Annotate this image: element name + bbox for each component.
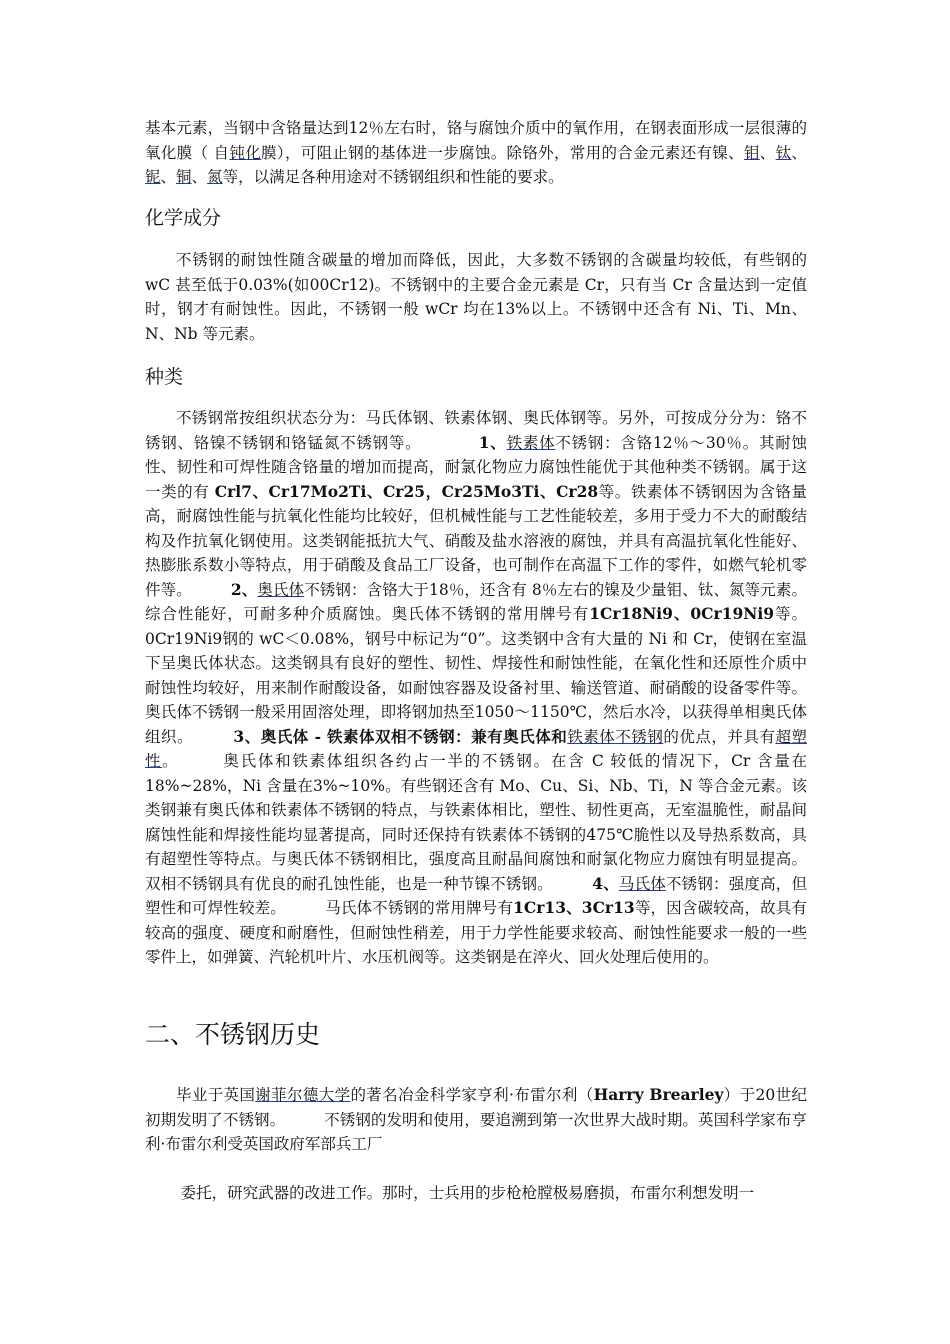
link-nitrogen[interactable]: 氮 <box>207 168 223 186</box>
link-molybdenum[interactable]: 钼 <box>743 143 760 162</box>
intro-paragraph <box>145 116 807 190</box>
link-ferritic-stainless[interactable]: 铁素体不锈钢 <box>567 727 664 746</box>
link-ferrite[interactable]: 铁素体 <box>506 433 556 452</box>
text-run: ）于20世纪初期发明了不锈钢。 <box>145 1086 807 1129</box>
text-run: 等，以满足各种用途对不锈钢组织和性能的要求。 <box>222 168 564 186</box>
inventor-name: Harry Brearley <box>593 1085 724 1104</box>
heading-history: 二、不锈钢历史 <box>145 1020 321 1049</box>
heading-chemical-composition: 化学成分 <box>145 207 222 229</box>
link-martensite[interactable]: 马氏体 <box>618 874 666 893</box>
text-run: 膜），可阻止钢的基体进一步腐蚀。除铬外，常用的合金元素还有镍、 <box>261 143 744 162</box>
item-number: 2、 <box>230 579 258 599</box>
text-run: 不锈钢：含铬12％～30％。其耐蚀性、韧性和可焊性随含铬量的增加而提高，耐氯化物应力腐蚀性能优于其他种类不锈钢。属于这一类的有 <box>145 433 807 501</box>
text-run: 不锈钢：含铬大于18％，还含有 8％左右的镍及少量钼、钛、氮等元素。综合性能好，可耐多种介质腐蚀。奥氏体不锈钢的常用牌号有 <box>145 580 807 623</box>
text-run: 的著名冶金科学家亨利·布雷尔利（ <box>350 1086 594 1104</box>
text-run: 不锈钢常按组织状态分为：马氏体钢、铁素体钢、奥氏体钢等。另外，可按成分分为：铬不锈钢、铬镍不锈钢和铬锰氮不锈钢等。 <box>145 409 807 452</box>
separator: 、 <box>191 168 208 186</box>
heading-types: 种类 <box>145 366 184 388</box>
separator: 、 <box>160 168 177 186</box>
link-titanium[interactable]: 钛 <box>775 143 792 162</box>
text-run: 不锈钢的发明和使用，要追溯到第一次世界大战时期。英国科学家布亨利·布雷尔利受英国政府军部兵工厂 <box>145 1110 807 1153</box>
link-passivation[interactable]: 钝化 <box>229 143 262 162</box>
chemical-composition-paragraph: 不锈钢的耐蚀性随含碳量的增加而降低，因此，大多数不锈钢的含碳量均较低，有些钢的 wC 甚至低于0.03%(如00Cr12)。不锈钢中的主要合金元素是 Cr，只有当 Cr 含量达到一定值时，钢才有耐蚀性。因此，不锈钢一般 wCr 均在13%以上。不锈钢中还含有 Ni、Ti、Mn、N、Nb 等元素。 <box>145 251 807 343</box>
duplex-heading-text: 3、奥氏体 - 铁素体双相不锈钢：兼有奥氏体和 <box>233 726 568 746</box>
separator: 、 <box>791 143 807 162</box>
link-niobium[interactable]: 铌 <box>145 168 161 186</box>
text-run: 等，因含碳较高，故具有较高的强度、硬度和耐磨性，但耐蚀性稍差，用于力学性能要求较高、耐蚀性能要求一般的一些零件上，如弹簧、汽轮机叶片、水压机阀等。这类钢是在淬火、回火处理后使用的。 <box>145 899 807 966</box>
austenitic-grades: 1Cr18Ni9、0Cr19Ni9 <box>589 604 775 623</box>
text-run: 等。0Cr19Ni9钢的 wC＜0.08%，钢号中标记为“0”。这类钢中含有大量的 Ni 和 Cr，使钢在室温下呈奥氏体状态。这类钢具有良好的塑性、韧性、焊接性和耐蚀性能，在氧化性和还原性介质中耐蚀性均较好，用来制作耐酸设备，如耐蚀容器及设备衬里、输送管道、耐硝酸的设备零件等。奥氏体不锈钢一般采用固溶处理，即将钢加热至1050～1150℃，然后水冷，以获得单相奥氏体组织。 <box>145 605 807 746</box>
text-run: 不锈钢：强度高，但塑性和可焊性较差。 <box>145 874 807 917</box>
link-austenite[interactable]: 奥氏体 <box>257 580 305 599</box>
text-run: 。 <box>162 752 172 770</box>
text-run: 马氏体不锈钢的常用牌号有 <box>325 899 514 917</box>
separator: 、 <box>759 143 776 162</box>
history-continued-paragraph: 委托，研究武器的改进工作。那时，士兵用的步枪枪膛极易磨损，布雷尔利想发明一 <box>180 1184 755 1202</box>
link-copper[interactable]: 铜 <box>176 168 192 186</box>
text-run: 奥氏体和铁素体组织各约占一半的不锈钢。在含 C 较低的情况下，Cr 含量在18%~28%，Ni 含量在3%~10%。有些钢还含有 Mo、Cu、Si、Nb、Ti，N 等合金元素。该类钢兼有奥氏体和铁素体不锈钢的特点，与铁素体相比，塑性、韧性更高，无室温脆性，耐晶间腐蚀性能和焊接性能均显著提高，同时还保持有铁素体不锈钢的475℃脆性以及导热系数高，具有超塑性等特点。与奥氏体不锈钢相比，强度高且耐晶间腐蚀和耐氯化物应力腐蚀有明显提高。双相不锈钢具有优良的耐孔蚀性能，也是一种节镍不锈钢。 <box>145 752 807 893</box>
text-run: 毕业于英国 <box>176 1086 256 1104</box>
ferritic-grades: Crl7、Cr17Mo2Ti、Cr25，Cr25Mo3Ti、Cr28 <box>214 481 599 501</box>
martensitic-grades: 1Cr13、3Cr13 <box>513 898 635 917</box>
history-paragraph <box>145 1083 807 1157</box>
types-paragraph <box>145 406 807 970</box>
item-number: 1、 <box>478 432 507 452</box>
text-run: 基本元素，当钢中含铬量达到12％左右时，铬与腐蚀介质中的氧作用，在钢表面形成一层很薄的氧化膜（ 自 <box>145 119 807 162</box>
item-number: 4、 <box>592 873 619 893</box>
link-sheffield-university[interactable]: 谢菲尔德大学 <box>255 1086 351 1104</box>
link-superplasticity[interactable]: 超塑性 <box>145 727 807 770</box>
text-run: 等。铁素体不锈钢因为含铬量高，耐腐蚀性能与抗氧化性能均比较好，但机械性能与工艺性能较差，多用于受力不大的耐酸结构及作抗氧化钢使用。这类钢能抵抗大气、硝酸及盐水溶液的腐蚀，并具有高温抗氧化性能好、热膨胀系数小等特点，用于硝酸及食品工厂设备，也可制作在高温下工作的零件，如燃气轮机零件等。 <box>145 482 807 599</box>
text-run: 的优点，并具有 <box>663 727 776 746</box>
